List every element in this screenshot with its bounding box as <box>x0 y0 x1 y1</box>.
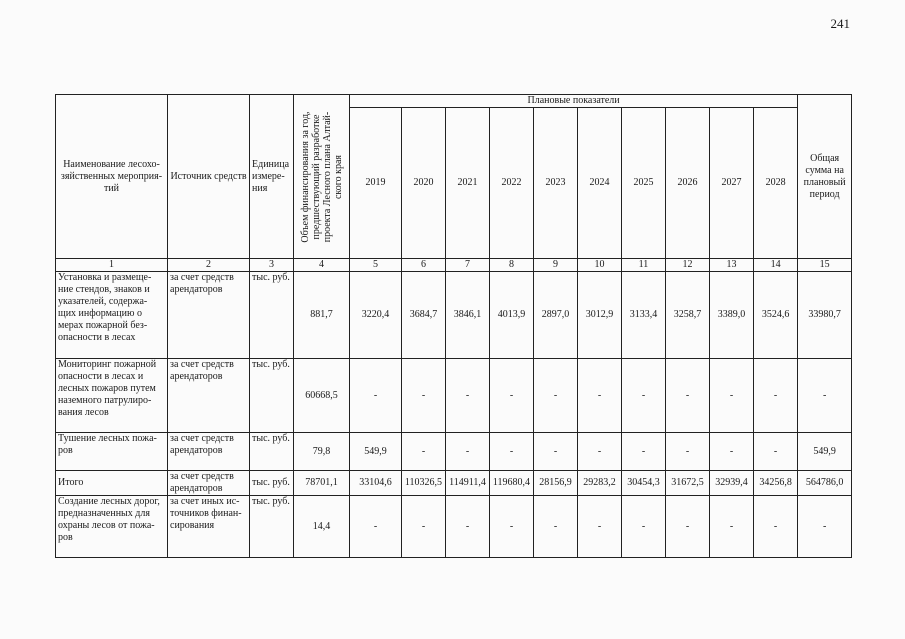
header-year: 2027 <box>710 108 754 259</box>
year-value: 2897,0 <box>534 272 578 359</box>
prev-volume: 14,4 <box>294 496 350 558</box>
funding-source: за счет средств арендаторов <box>168 272 250 359</box>
column-number: 10 <box>578 259 622 272</box>
year-value: 119680,4 <box>490 471 534 496</box>
year-value: - <box>578 433 622 471</box>
year-value: - <box>490 433 534 471</box>
year-value: - <box>622 433 666 471</box>
unit: тыс. руб. <box>250 496 294 558</box>
funding-source: за счет иных ис-точников финан-сирования <box>168 496 250 558</box>
header-year: 2023 <box>534 108 578 259</box>
year-value: - <box>350 496 402 558</box>
year-value: - <box>446 359 490 433</box>
column-number: 3 <box>250 259 294 272</box>
prev-volume: 60668,5 <box>294 359 350 433</box>
header-prev-volume-text: Объем финансирования за год, предшествующий разработке проекта Лесного плана Алтай-ского края <box>299 110 344 243</box>
year-value: 3258,7 <box>666 272 710 359</box>
year-value: 110326,5 <box>402 471 446 496</box>
year-value: - <box>578 359 622 433</box>
prev-volume: 881,7 <box>294 272 350 359</box>
year-value: - <box>754 496 798 558</box>
header-year: 2022 <box>490 108 534 259</box>
total-value: 549,9 <box>798 433 852 471</box>
funding-source: за счет средств арендаторов <box>168 471 250 496</box>
column-number: 2 <box>168 259 250 272</box>
header-year: 2019 <box>350 108 402 259</box>
column-number: 14 <box>754 259 798 272</box>
year-value: - <box>534 496 578 558</box>
activity-name: Создание лесных дорог, предназначенных для охраны лесов от пожа-ров <box>56 496 168 558</box>
table-row <box>56 496 852 558</box>
total-value: - <box>798 496 852 558</box>
column-number: 9 <box>534 259 578 272</box>
header-year: 2021 <box>446 108 490 259</box>
year-value: 34256,8 <box>754 471 798 496</box>
year-value: 549,9 <box>350 433 402 471</box>
column-number: 15 <box>798 259 852 272</box>
header-total: Общая сумма на плановый период <box>798 95 852 259</box>
year-value: 30454,3 <box>622 471 666 496</box>
year-value: - <box>754 433 798 471</box>
year-value: - <box>666 433 710 471</box>
year-value: - <box>350 359 402 433</box>
activity-name: Тушение лесных пожа-ров <box>56 433 168 471</box>
year-value: - <box>446 496 490 558</box>
year-value: 4013,9 <box>490 272 534 359</box>
year-value: - <box>710 496 754 558</box>
year-value: 114911,4 <box>446 471 490 496</box>
column-number: 8 <box>490 259 534 272</box>
unit: тыс. руб. <box>250 471 294 496</box>
table-row <box>56 359 852 433</box>
financing-table <box>55 94 852 558</box>
year-value: - <box>710 433 754 471</box>
year-value: 3389,0 <box>710 272 754 359</box>
year-value: - <box>490 496 534 558</box>
year-value: - <box>578 496 622 558</box>
funding-source: за счет средств арендаторов <box>168 433 250 471</box>
year-value: - <box>622 359 666 433</box>
year-value: - <box>754 359 798 433</box>
page-number: 241 <box>830 16 850 31</box>
column-number: 6 <box>402 259 446 272</box>
year-value: 3220,4 <box>350 272 402 359</box>
year-value: - <box>402 496 446 558</box>
year-value: 3133,4 <box>622 272 666 359</box>
table-row <box>56 272 852 359</box>
header-unit: Единица измере-ния <box>250 95 294 259</box>
year-value: 3684,7 <box>402 272 446 359</box>
year-value: 3846,1 <box>446 272 490 359</box>
prev-volume: 78701,1 <box>294 471 350 496</box>
year-value: - <box>622 496 666 558</box>
year-value: 29283,2 <box>578 471 622 496</box>
activity-name: Установка и размеще-ние стендов, знаков и указателей, содержа-щих информацию о мерах пожарной без-опасности в лесах <box>56 272 168 359</box>
column-numbers-row <box>56 259 852 272</box>
column-number: 4 <box>294 259 350 272</box>
header-year: 2028 <box>754 108 798 259</box>
activity-name: Мониторинг пожарной опасности в лесах и лесных пожаров путем наземного патрулиро-вания лесов <box>56 359 168 433</box>
header-year: 2020 <box>402 108 446 259</box>
year-value: - <box>666 496 710 558</box>
year-value: - <box>402 433 446 471</box>
activity-name: Итого <box>56 471 168 496</box>
total-value: - <box>798 359 852 433</box>
table-row <box>56 433 852 471</box>
year-value: - <box>402 359 446 433</box>
column-number: 12 <box>666 259 710 272</box>
year-value: - <box>666 359 710 433</box>
column-number: 7 <box>446 259 490 272</box>
header-plan: Плановые показатели <box>350 95 798 108</box>
column-number: 11 <box>622 259 666 272</box>
header-year: 2026 <box>666 108 710 259</box>
year-value: - <box>446 433 490 471</box>
table-row <box>56 471 852 496</box>
year-value: 3012,9 <box>578 272 622 359</box>
year-value: - <box>534 359 578 433</box>
column-number: 1 <box>56 259 168 272</box>
header-year: 2024 <box>578 108 622 259</box>
unit: тыс. руб. <box>250 433 294 471</box>
header-source: Источник средств <box>168 95 250 259</box>
year-value: 3524,6 <box>754 272 798 359</box>
year-value: 31672,5 <box>666 471 710 496</box>
year-value: 28156,9 <box>534 471 578 496</box>
year-value: - <box>710 359 754 433</box>
column-number: 13 <box>710 259 754 272</box>
prev-volume: 79,8 <box>294 433 350 471</box>
header-year: 2025 <box>622 108 666 259</box>
total-value: 564786,0 <box>798 471 852 496</box>
year-value: - <box>490 359 534 433</box>
year-value: 33104,6 <box>350 471 402 496</box>
unit: тыс. руб. <box>250 272 294 359</box>
column-number: 5 <box>350 259 402 272</box>
total-value: 33980,7 <box>798 272 852 359</box>
header-name: Наименование лесохо-зяйственных мероприя-тий <box>56 95 168 259</box>
year-value: - <box>534 433 578 471</box>
funding-source: за счет средств арендаторов <box>168 359 250 433</box>
year-value: 32939,4 <box>710 471 754 496</box>
header-prev-volume <box>294 95 350 259</box>
unit: тыс. руб. <box>250 359 294 433</box>
